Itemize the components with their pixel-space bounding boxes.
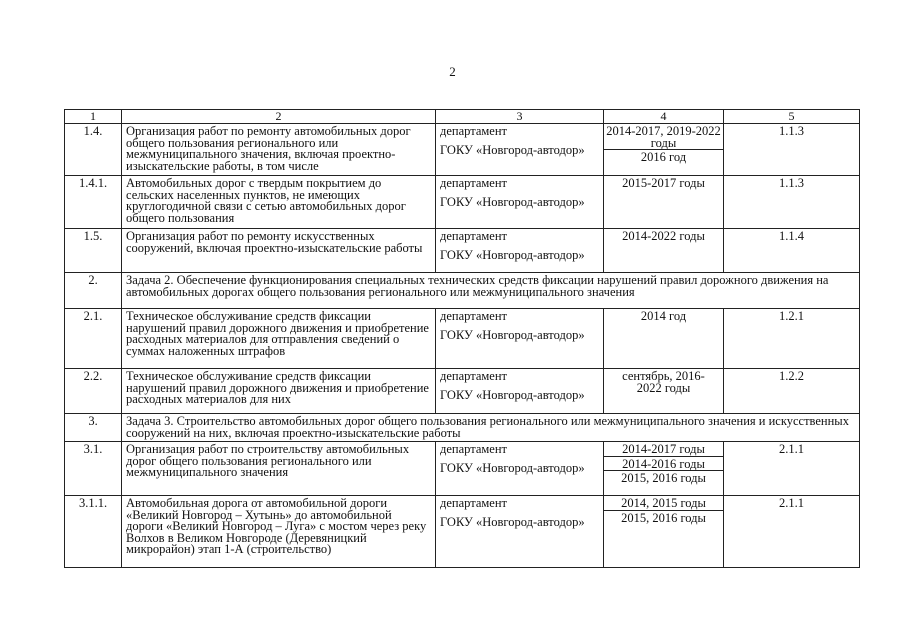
period-entry: сентябрь, 2016-2022 годы <box>622 369 705 395</box>
measure-name: Организация работ по строительству автомобильных дорог общего пользования регионального или межмуниципального значения <box>122 442 436 496</box>
header-cell: 3 <box>436 110 604 124</box>
period-entry: 2014, 2015 годы <box>621 496 706 510</box>
period-cell <box>604 369 724 414</box>
executor-department: департамент <box>440 176 508 190</box>
table-row <box>65 229 860 273</box>
executor-organization: ГОКУ «Новгород-автодор» <box>440 194 585 209</box>
task-number: 3. <box>65 414 122 442</box>
period-entry: 2014-2016 годы <box>604 456 723 471</box>
period-entry: 2014-2017, 2019-2022 годы <box>606 124 721 150</box>
row-number: 1.4. <box>65 124 122 176</box>
executor-department: департамент <box>440 229 508 243</box>
header-cell: 4 <box>604 110 724 124</box>
executor-cell <box>436 496 604 568</box>
period-entry: 2015, 2016 годы <box>604 510 723 525</box>
period-cell <box>604 229 724 273</box>
row-number: 2.2. <box>65 369 122 414</box>
executor-cell <box>436 176 604 229</box>
period-entry: 2014 год <box>640 309 687 323</box>
executor-department: департамент <box>440 496 508 510</box>
executor-department: департамент <box>440 124 508 138</box>
executor-cell <box>436 442 604 496</box>
executor-department: департамент <box>440 309 508 323</box>
table-row <box>65 124 860 176</box>
executor-department: департамент <box>440 369 508 383</box>
row-number: 3.1.1. <box>65 496 122 568</box>
period-entry: 2015, 2016 годы <box>604 470 723 485</box>
indicator-number: 1.2.2 <box>724 369 860 414</box>
period-cell <box>604 442 724 496</box>
indicator-number: 1.1.3 <box>724 176 860 229</box>
table-row <box>65 496 860 568</box>
executor-organization: ГОКУ «Новгород-автодор» <box>440 142 585 157</box>
table-header-row <box>65 110 860 124</box>
task-row <box>65 414 860 442</box>
indicator-number: 2.1.1 <box>724 496 860 568</box>
measure-name: Автомобильная дорога от автомобильной дороги «Великий Новгород – Хутынь» до автомобильной дороги «Великий Новгород – Луга» с мостом через реку Волхов в Великом Новгороде (Деревяницкий микрорайон) этап 1-А (строительство) <box>122 496 436 568</box>
table-row <box>65 309 860 369</box>
row-number: 3.1. <box>65 442 122 496</box>
executor-cell <box>436 229 604 273</box>
executor-cell <box>436 309 604 369</box>
indicator-number: 1.1.3 <box>724 124 860 176</box>
period-cell <box>604 176 724 229</box>
period-cell <box>604 309 724 369</box>
task-row <box>65 273 860 309</box>
header-cell: 1 <box>65 110 122 124</box>
task-description: Задача 2. Обеспечение функционирования специальных технических средств фиксации нарушений правил дорожного движения на автомобильных дорогах общего пользования регионального или межмуниципального значения <box>122 273 860 309</box>
indicator-number: 1.1.4 <box>724 229 860 273</box>
period-entry: 2016 год <box>604 149 723 164</box>
period-entry: 2014-2017 годы <box>622 442 705 456</box>
row-number: 1.5. <box>65 229 122 273</box>
measure-name: Организация работ по ремонту искусственных сооружений, включая проектно-изыскательские работы <box>122 229 436 273</box>
indicator-number: 1.2.1 <box>724 309 860 369</box>
measure-name: Техническое обслуживание средств фиксации нарушений правил дорожного движения и приобретение расходных материалов для отправления сведений о суммах наложенных штрафов <box>122 309 436 369</box>
table-row <box>65 442 860 496</box>
executor-cell <box>436 124 604 176</box>
task-description: Задача 3. Строительство автомобильных дорог общего пользования регионального или межмуниципального значения и искусственных сооружений на них, включая проектно-изыскательские работы <box>122 414 860 442</box>
period-cell <box>604 496 724 568</box>
executor-department: департамент <box>440 442 508 456</box>
row-number: 2.1. <box>65 309 122 369</box>
measures-table <box>64 109 860 568</box>
period-cell <box>604 124 724 176</box>
period-entry: 2015-2017 годы <box>622 176 705 190</box>
executor-organization: ГОКУ «Новгород-автодор» <box>440 327 585 342</box>
executor-organization: ГОКУ «Новгород-автодор» <box>440 387 585 402</box>
header-cell: 2 <box>122 110 436 124</box>
table-row <box>65 369 860 414</box>
indicator-number: 2.1.1 <box>724 442 860 496</box>
measure-name: Автомобильных дорог с твердым покрытием до сельских населенных пунктов, не имеющих круглогодичной связи с сетью автомобильных дорог общего пользования <box>122 176 436 229</box>
executor-organization: ГОКУ «Новгород-автодор» <box>440 460 585 475</box>
period-entry: 2014-2022 годы <box>622 229 705 243</box>
page-number: 2 <box>449 64 456 79</box>
executor-organization: ГОКУ «Новгород-автодор» <box>440 247 585 262</box>
measure-name: Техническое обслуживание средств фиксации нарушений правил дорожного движения и приобретение расходных материалов для них <box>122 369 436 414</box>
header-cell: 5 <box>724 110 860 124</box>
executor-cell <box>436 369 604 414</box>
executor-organization: ГОКУ «Новгород-автодор» <box>440 514 585 529</box>
measure-name: Организация работ по ремонту автомобильных дорог общего пользования регионального или межмуниципального значения, включая проектно-изыскательские работы, в том числе <box>122 124 436 176</box>
task-number: 2. <box>65 273 122 309</box>
table-row <box>65 176 860 229</box>
row-number: 1.4.1. <box>65 176 122 229</box>
